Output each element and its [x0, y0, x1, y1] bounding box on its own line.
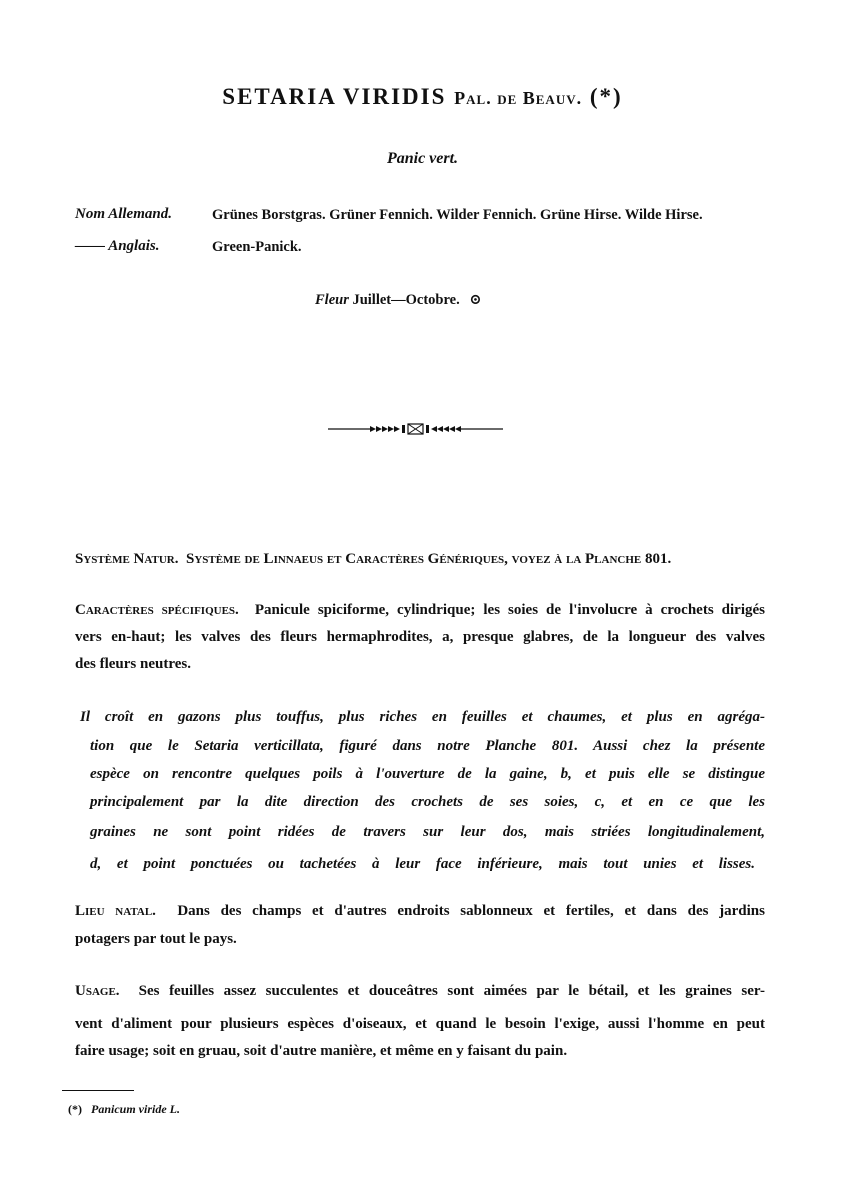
common-name: Panic vert. — [386, 150, 459, 167]
caracteres-line — [75, 602, 765, 619]
systeme-label: Système Natur. — [75, 551, 179, 567]
description-line: graines ne sont point ridées de travers sur leur dos, mais striées longitudinalement, — [90, 824, 765, 840]
footnote-mark: (*) — [589, 84, 623, 109]
usage-line — [75, 983, 765, 1000]
lieu-label: Lieu natal. — [75, 903, 156, 919]
usage-label: Usage. — [75, 983, 120, 999]
english-names: Green-Panick. — [212, 239, 302, 255]
author-abbrev: Pal. de Beauv. — [454, 88, 583, 108]
description-line: tion que le Setaria verticillata, figuré dans notre Planche 801. Aussi chez la présente — [90, 738, 765, 754]
usage-line: vent d'aliment pour plusieurs espèces d'oiseaux, et quand le besoin l'exige, aussi l'homme en peut — [75, 1016, 765, 1032]
description-line: d, et point ponctuées ou tachetées à leur face inférieure, mais tout unies et lisses. — [90, 856, 755, 872]
lieu-line — [75, 903, 765, 920]
lieu-text: Dans des champs et d'autres endroits sablonneux et fertiles, et dans des jardins — [177, 903, 765, 919]
flowering-label: Fleur — [315, 292, 349, 308]
footnote-text: Panicum viride L. — [91, 1102, 180, 1116]
page-title — [0, 84, 845, 110]
footnote-rule — [62, 1090, 134, 1091]
english-name-label: —— Anglais. — [75, 238, 160, 254]
systeme-text: Système de Linnaeus et Caractères Génériques, voyez à la Planche 801. — [185, 551, 672, 567]
caracteres-text: Panicule spiciforme, cylindrique; les soies de l'involucre à crochets dirigés — [254, 602, 765, 618]
german-name-label: Nom Allemand. — [75, 206, 172, 222]
flowering-period — [315, 291, 482, 309]
lieu-line: potagers par tout le pays. — [75, 931, 237, 947]
ornament-divider — [328, 422, 503, 436]
usage-line: faire usage; soit en gruau, soit d'autre manière, et même en y faisant du pain. — [75, 1043, 568, 1059]
usage-text: Ses feuilles assez succulentes et douceâtres sont aimées par le bétail, et les graines ser- — [138, 983, 766, 999]
description-line: principalement par la dite direction des crochets de ses soies, c, et en ce que les — [90, 794, 765, 810]
german-names: Grünes Borstgras. Grüner Fennich. Wilder Fennich. Grüne Hirse. Wilde Hirse. — [212, 207, 703, 223]
footnote-mark: (*) — [68, 1102, 82, 1116]
description-line: espèce on rencontre quelques poils à l'ouverture de la gaine, b, et puis elle se distingue — [90, 766, 765, 782]
species-name: SETARIA VIRIDIS — [222, 84, 447, 109]
caracteres-line: des fleurs neutres. — [75, 656, 191, 672]
caracteres-label: Caractères spécifiques. — [75, 602, 239, 618]
footnote — [68, 1102, 180, 1117]
systeme-paragraph — [75, 551, 765, 568]
annual-symbol-icon: ⊙ — [469, 292, 482, 308]
description-line: Il croît en gazons plus touffus, plus riches en feuilles et chaumes, et plus en agréga- — [80, 709, 765, 725]
caracteres-line: vers en-haut; les valves des fleurs hermaphrodites, a, presque glabres, de la longueur des valves — [75, 629, 765, 645]
flowering-months: Juillet—Octobre. — [352, 292, 460, 308]
